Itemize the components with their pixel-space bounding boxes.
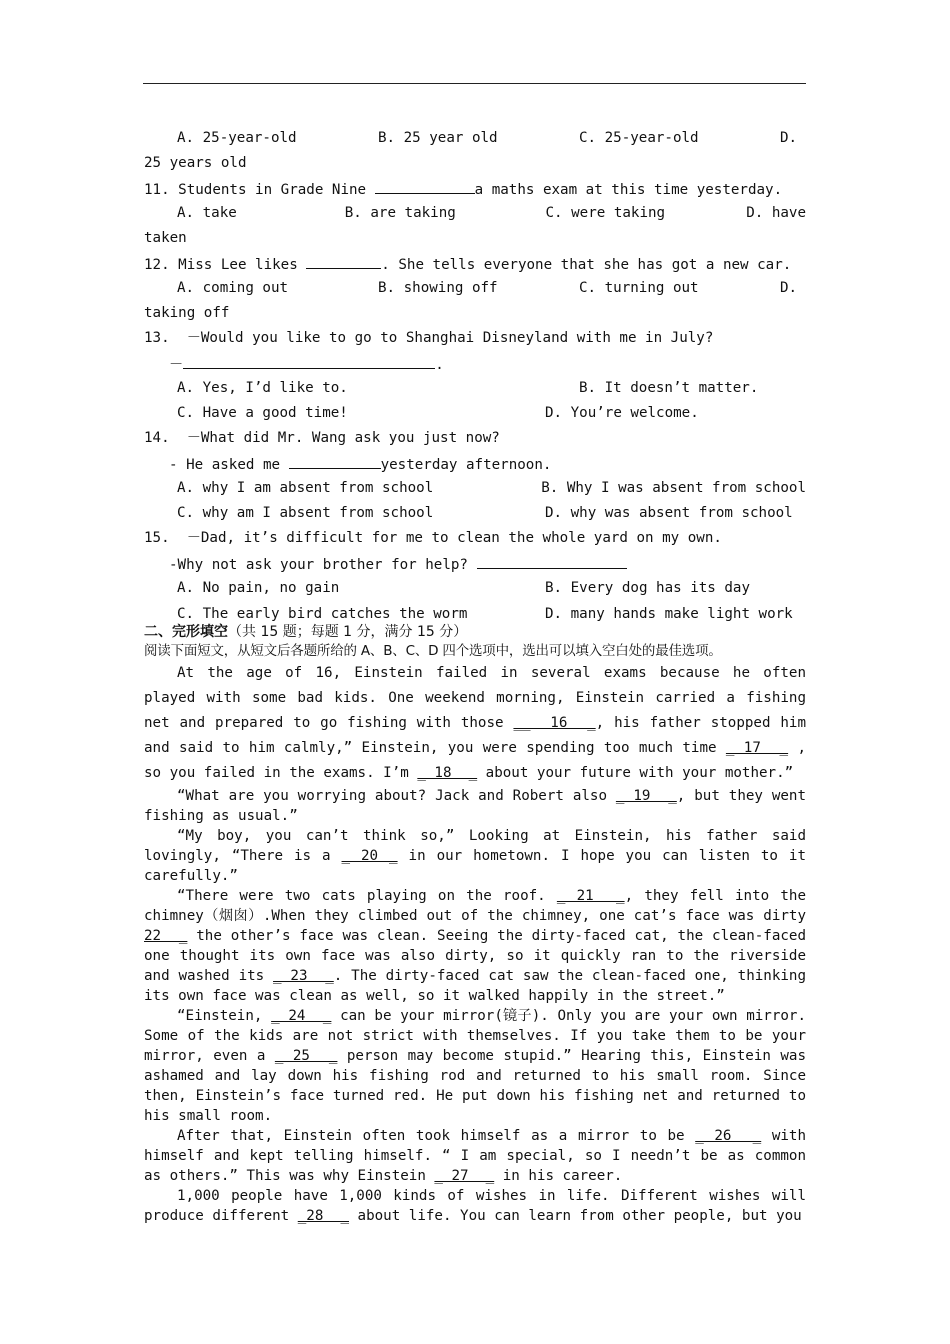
q13-option-c: C. Have a good time! xyxy=(177,405,348,421)
q11-option-c: C. were taking xyxy=(545,205,666,221)
blank-25[interactable]: _ 25 _ xyxy=(274,1048,338,1064)
q14-option-b: B. Why I was absent from school xyxy=(541,480,806,496)
q10-option-d: D. xyxy=(780,130,798,146)
passage-paragraph-4: “There were two cats playing on the roof. _ 21 _, they fell into the chimney（烟囱）.When they climbed out of the chimney, one cat’s face was dirty 22 _ the other’s face was clean. Seeing the dirty-faced cat, the clean-faced one thought its own face was also dirty, so it quickly ran to the riverside and washed its _ 23 _. The dirty-faced cat saw the clean-faced one, thinking its own face was clean as well, so it walked happily in the street.” xyxy=(144,888,806,1004)
q15-option-c: C. The early bird catches the worm xyxy=(177,606,468,622)
passage xyxy=(144,661,806,786)
header-rule xyxy=(143,83,806,84)
q14-options-row2 xyxy=(144,501,806,526)
passage-paragraph-6: After that, Einstein often took himself as a mirror to be _ 26 _ with himself and kept telling himself. “ I am special, so I needn’t be as common as others.” This was why Einstein _ 27 _ in his career. xyxy=(144,1128,806,1184)
blank-16[interactable]: __ 16 _ xyxy=(513,715,596,731)
q13-stem: 13. －Would you like to go to Shanghai Disneyland with me in July? xyxy=(144,330,714,346)
q11-option-d-cont: taken xyxy=(144,230,187,246)
blank-27[interactable]: _ 27 _ xyxy=(434,1168,495,1184)
q10-option-d-cont: 25 years old xyxy=(144,155,247,171)
q15-option-a: A. No pain, no gain xyxy=(177,580,340,596)
q14-option-d: D. why was absent from school xyxy=(545,505,793,521)
answer-blank[interactable] xyxy=(306,251,381,269)
q15-option-b: B. Every dog has its day xyxy=(545,580,750,596)
answer-blank[interactable] xyxy=(183,351,435,369)
blank-26[interactable]: _ 26 _ xyxy=(695,1128,762,1144)
answer-blank[interactable] xyxy=(477,551,627,569)
q13-option-b: B. It doesn’t matter. xyxy=(579,380,759,396)
q11-stem: 11. Students in Grade Nine a maths exam at this time yesterday. xyxy=(144,176,806,201)
q12-option-a: A. coming out xyxy=(177,280,289,296)
blank-18[interactable]: _ 18 _ xyxy=(417,765,478,781)
q15-options-row1 xyxy=(144,576,806,601)
q13-option-d: D. You’re welcome. xyxy=(545,405,699,421)
q14-reply: - He asked me yesterday afternoon. xyxy=(144,451,806,476)
blank-24[interactable]: _ 24 _ xyxy=(271,1008,332,1024)
answer-blank[interactable] xyxy=(289,451,381,469)
q11-option-a: A. take xyxy=(177,205,237,221)
q12-stem: 12. Miss Lee likes . She tells everyone that she has got a new car. xyxy=(144,251,806,276)
passage-paragraph-1: At the age of 16, Einstein failed in several exams because he often played with some bad kids. One weekend morning, Einstein carried a fishing net and prepared to go fishing with those __ 16 _, his father stopped him and said to him calmly,” Einstein, you were spending too much time _ 17 _ , so you failed in the exams. I’m _ 18 _ about your future with your mother.” xyxy=(144,665,806,781)
q14-option-a: A. why I am absent from school xyxy=(177,480,434,496)
answer-blank[interactable] xyxy=(375,176,475,194)
blank-19[interactable]: _ 19 _ xyxy=(615,788,677,804)
passage-paragraph-3: “My boy, you can’t think so,” Looking at Einstein, his father said lovingly, “There is a _ 20 _ in our hometown. I hope you can listen to it carefully.” xyxy=(144,828,806,884)
q14-stem: 14. －What did Mr. Wang ask you just now? xyxy=(144,430,500,446)
q15-reply: -Why not ask your brother for help? xyxy=(144,551,806,576)
q10-option-b: B. 25 year old xyxy=(378,130,498,146)
q12-option-c: C. turning out xyxy=(579,280,699,296)
q13-reply: － . xyxy=(144,351,806,376)
q11-option-d: D. have xyxy=(746,205,806,221)
q10-options xyxy=(144,126,806,151)
blank-23[interactable]: _ 23 _ xyxy=(273,968,334,984)
q10-option-c: C. 25-year-old xyxy=(579,130,699,146)
passage-paragraph-2: “What are you worrying about? Jack and Robert also _ 19 _, but they went fishing as usual.” xyxy=(144,788,807,824)
q12-options xyxy=(144,276,806,301)
q12-option-d-cont: taking off xyxy=(144,305,230,321)
q15-option-d: D. many hands make light work xyxy=(545,606,793,622)
q11-options xyxy=(144,201,806,226)
q12-option-d: D. xyxy=(780,280,798,296)
blank-21[interactable]: _ 21 _ xyxy=(556,888,625,904)
section-title: 二、完形填空（共 15 题；每题 1 分，满分 15 分） xyxy=(144,624,468,640)
q13-options-row1 xyxy=(144,376,806,401)
passage-paragraph-5: “Einstein, _ 24 _ can be your mirror(镜子). Only you are your own mirror. Some of the kids are not strict with themselves. If you take them to be your mirror, even a _ 25 _ person may become stupid.” Hearing this, Einstein was ashamed and lay down his fishing rod and returned to his small room. Since then, Einstein’s face turned red. He put down his fishing net and returned to his small room. xyxy=(144,1008,806,1124)
blank-20[interactable]: _ 20 _ xyxy=(341,848,398,864)
q15-options-row2 xyxy=(144,604,806,624)
q14-options-row1 xyxy=(144,476,806,501)
passage-paragraph-7: 1,000 people have 1,000 kinds of wishes in life. Different wishes will produce different _28 _ about life. You can learn from other people, but you xyxy=(144,1188,806,1224)
q13-options-row2 xyxy=(144,401,806,426)
q14-option-c: C. why am I absent from school xyxy=(177,505,434,521)
q10-option-a: A. 25-year-old xyxy=(177,130,297,146)
q12-option-b: B. showing off xyxy=(378,280,498,296)
q11-option-b: B. are taking xyxy=(344,205,456,221)
q15-stem: 15. －Dad, it’s difficult for me to clean the whole yard on my own. xyxy=(144,530,722,546)
blank-28[interactable]: _28 _ xyxy=(297,1208,349,1224)
section-instruction: 阅读下面短文，从短文后各题所给的 A、B、C、D 四个选项中，选出可以填入空白处的最佳选项。 xyxy=(144,643,722,659)
passage-cont xyxy=(144,786,806,1226)
blank-17[interactable]: _ 17 _ xyxy=(725,740,789,756)
q13-option-a: A. Yes, I’d like to. xyxy=(177,380,348,396)
exam-content xyxy=(144,126,806,1226)
blank-22[interactable]: 22 _ xyxy=(144,928,188,944)
